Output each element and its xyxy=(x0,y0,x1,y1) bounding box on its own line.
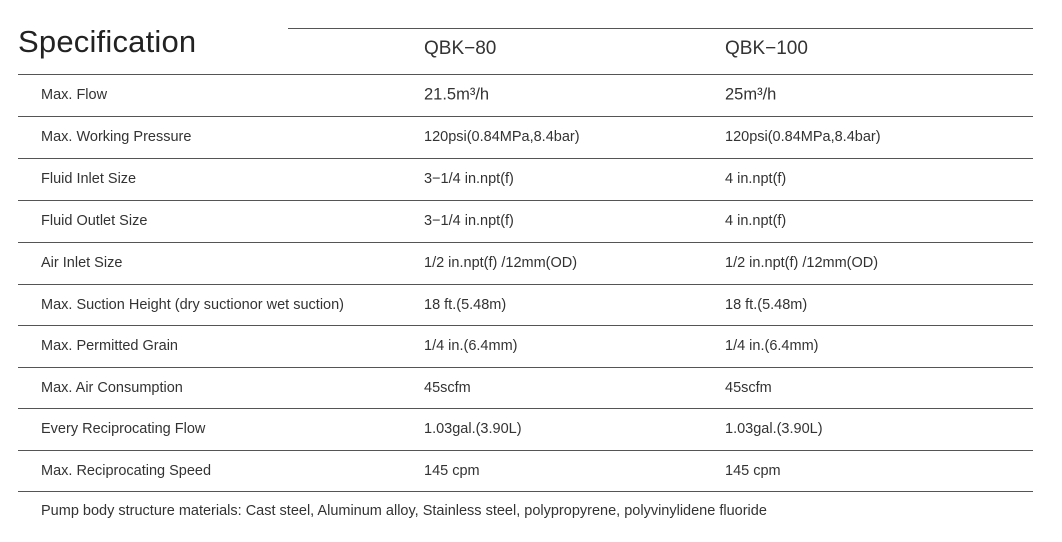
row-value-qbk80: 1/4 in.(6.4mm) xyxy=(424,338,518,354)
row-label: Max. Air Consumption xyxy=(41,380,183,396)
table-row xyxy=(0,116,1062,158)
table-row xyxy=(0,325,1062,367)
row-value-qbk80: 45scfm xyxy=(424,380,471,396)
row-value-qbk80: 120psi(0.84MPa,8.4bar) xyxy=(424,129,580,145)
row-value-qbk100: 18 ft.(5.48m) xyxy=(725,297,808,313)
header-rule xyxy=(288,28,1033,29)
row-value-qbk80: 3−1/4 in.npt(f) xyxy=(424,171,514,187)
row-label: Fluid Inlet Size xyxy=(41,171,137,187)
model-header-qbk100: QBK−100 xyxy=(725,38,808,59)
row-value-qbk100: 4 in.npt(f) xyxy=(725,171,787,187)
row-value-qbk100: 120psi(0.84MPa,8.4bar) xyxy=(725,129,881,145)
row-value-qbk100: 45scfm xyxy=(725,380,772,396)
row-label: Max. Suction Height (dry suctionor wet suction) xyxy=(41,297,345,313)
table-row xyxy=(0,450,1062,492)
row-value-qbk100: 1.03gal.(3.90L) xyxy=(725,421,823,437)
row-label: Max. Reciprocating Speed xyxy=(41,463,212,479)
row-value-qbk80: 1/2 in.npt(f) /12mm(OD) xyxy=(424,255,578,271)
model-header-qbk80: QBK−80 xyxy=(424,38,497,59)
row-value-qbk100: 25m³/h xyxy=(725,85,777,104)
row-label: Max. Flow xyxy=(41,87,108,103)
row-value-qbk80: 18 ft.(5.48m) xyxy=(424,297,507,313)
row-label: Fluid Outlet Size xyxy=(41,213,148,229)
row-label: Max. Working Pressure xyxy=(41,129,192,145)
row-value-qbk100: 1/4 in.(6.4mm) xyxy=(725,338,819,354)
table-row xyxy=(0,408,1062,450)
row-label: Max. Permitted Grain xyxy=(41,338,178,354)
row-value-qbk100: 1/2 in.npt(f) /12mm(OD) xyxy=(725,255,879,271)
table-row xyxy=(0,158,1062,200)
table-row xyxy=(0,367,1062,409)
row-value-qbk80: 145 cpm xyxy=(424,463,480,479)
row-value-qbk80: 3−1/4 in.npt(f) xyxy=(424,213,514,229)
row-value-qbk100: 4 in.npt(f) xyxy=(725,213,787,229)
page-title: Specification xyxy=(18,24,197,59)
row-value-qbk80: 21.5m³/h xyxy=(424,85,490,104)
table-row xyxy=(0,242,1062,284)
row-value-qbk100: 145 cpm xyxy=(725,463,781,479)
row-label: Air Inlet Size xyxy=(41,255,123,271)
table-row xyxy=(0,74,1062,116)
table-row xyxy=(0,200,1062,242)
row-label: Every Reciprocating Flow xyxy=(41,421,206,437)
row-value-qbk80: 1.03gal.(3.90L) xyxy=(424,421,522,437)
materials-footnote: Pump body structure materials: Cast steel, Aluminum alloy, Stainless steel, polypropyrene, polyvinylidene fluoride xyxy=(41,503,767,519)
table-rule xyxy=(18,491,1033,492)
table-row xyxy=(0,284,1062,326)
